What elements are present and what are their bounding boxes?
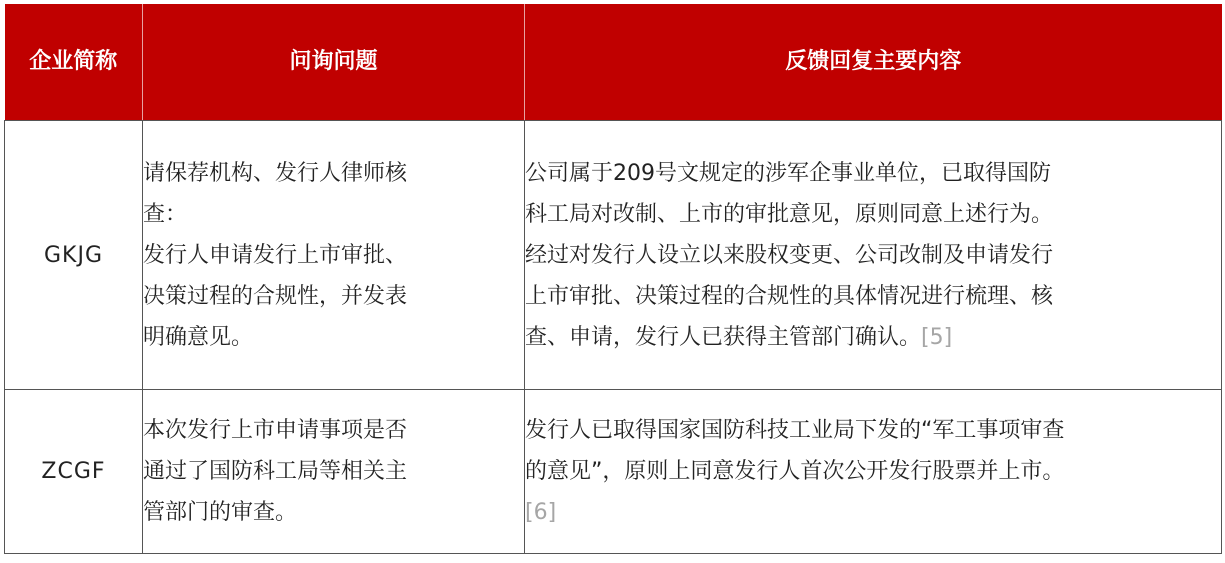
question-line: 请保荐机构、发行人律师核 bbox=[143, 160, 408, 186]
question-cell bbox=[143, 121, 525, 390]
question-line: 管部门的审查。 bbox=[143, 500, 298, 525]
company-cell bbox=[5, 390, 143, 554]
company-name: GKJG bbox=[43, 242, 103, 268]
reference-link[interactable]: [5] bbox=[921, 324, 953, 350]
answer-line: 的意见”，原则上同意发行人首次公开发行股票并上市。 bbox=[525, 459, 1065, 484]
answer-text: 查、申请，发行人已获得主管部门确认。 bbox=[525, 324, 922, 350]
question-line: 查： bbox=[143, 201, 188, 227]
question-cell bbox=[143, 390, 525, 554]
answer-line: 发行人已取得国家国防科技工业局下发的“军工事项审查 bbox=[525, 418, 1065, 443]
header-inquiry-question: 问询问题 bbox=[143, 4, 525, 121]
answer-cell bbox=[525, 390, 1222, 554]
company-cell bbox=[5, 121, 143, 390]
reference-link[interactable]: [6] bbox=[525, 500, 557, 525]
answer-cell bbox=[525, 121, 1222, 390]
header-response-content: 反馈回复主要内容 bbox=[525, 4, 1222, 121]
table-row bbox=[5, 121, 1222, 390]
question-line: 发行人申请发行上市审批、 bbox=[143, 242, 408, 268]
question-line: 明确意见。 bbox=[143, 324, 254, 350]
question-line: 本次发行上市申请事项是否 bbox=[143, 418, 408, 443]
answer-line: 公司属于209号文规定的涉军企事业单位，已取得国防 bbox=[525, 160, 1051, 186]
company-name: ZCGF bbox=[41, 459, 106, 484]
table-header-row bbox=[5, 4, 1222, 121]
question-line: 决策过程的合规性，并发表 bbox=[143, 283, 408, 309]
table-row bbox=[5, 390, 1222, 554]
inquiry-response-table bbox=[4, 4, 1222, 554]
answer-line-last bbox=[525, 317, 1221, 358]
answer-line: 上市审批、决策过程的合规性的具体情况进行梳理、核 bbox=[525, 283, 1054, 309]
question-line: 通过了国防科工局等相关主 bbox=[143, 459, 408, 484]
answer-line: 经过对发行人设立以来股权变更、公司改制及申请发行 bbox=[525, 242, 1054, 268]
header-company-abbr: 企业简称 bbox=[5, 4, 143, 121]
answer-line: 科工局对改制、上市的审批意见，原则同意上述行为。 bbox=[525, 201, 1054, 227]
